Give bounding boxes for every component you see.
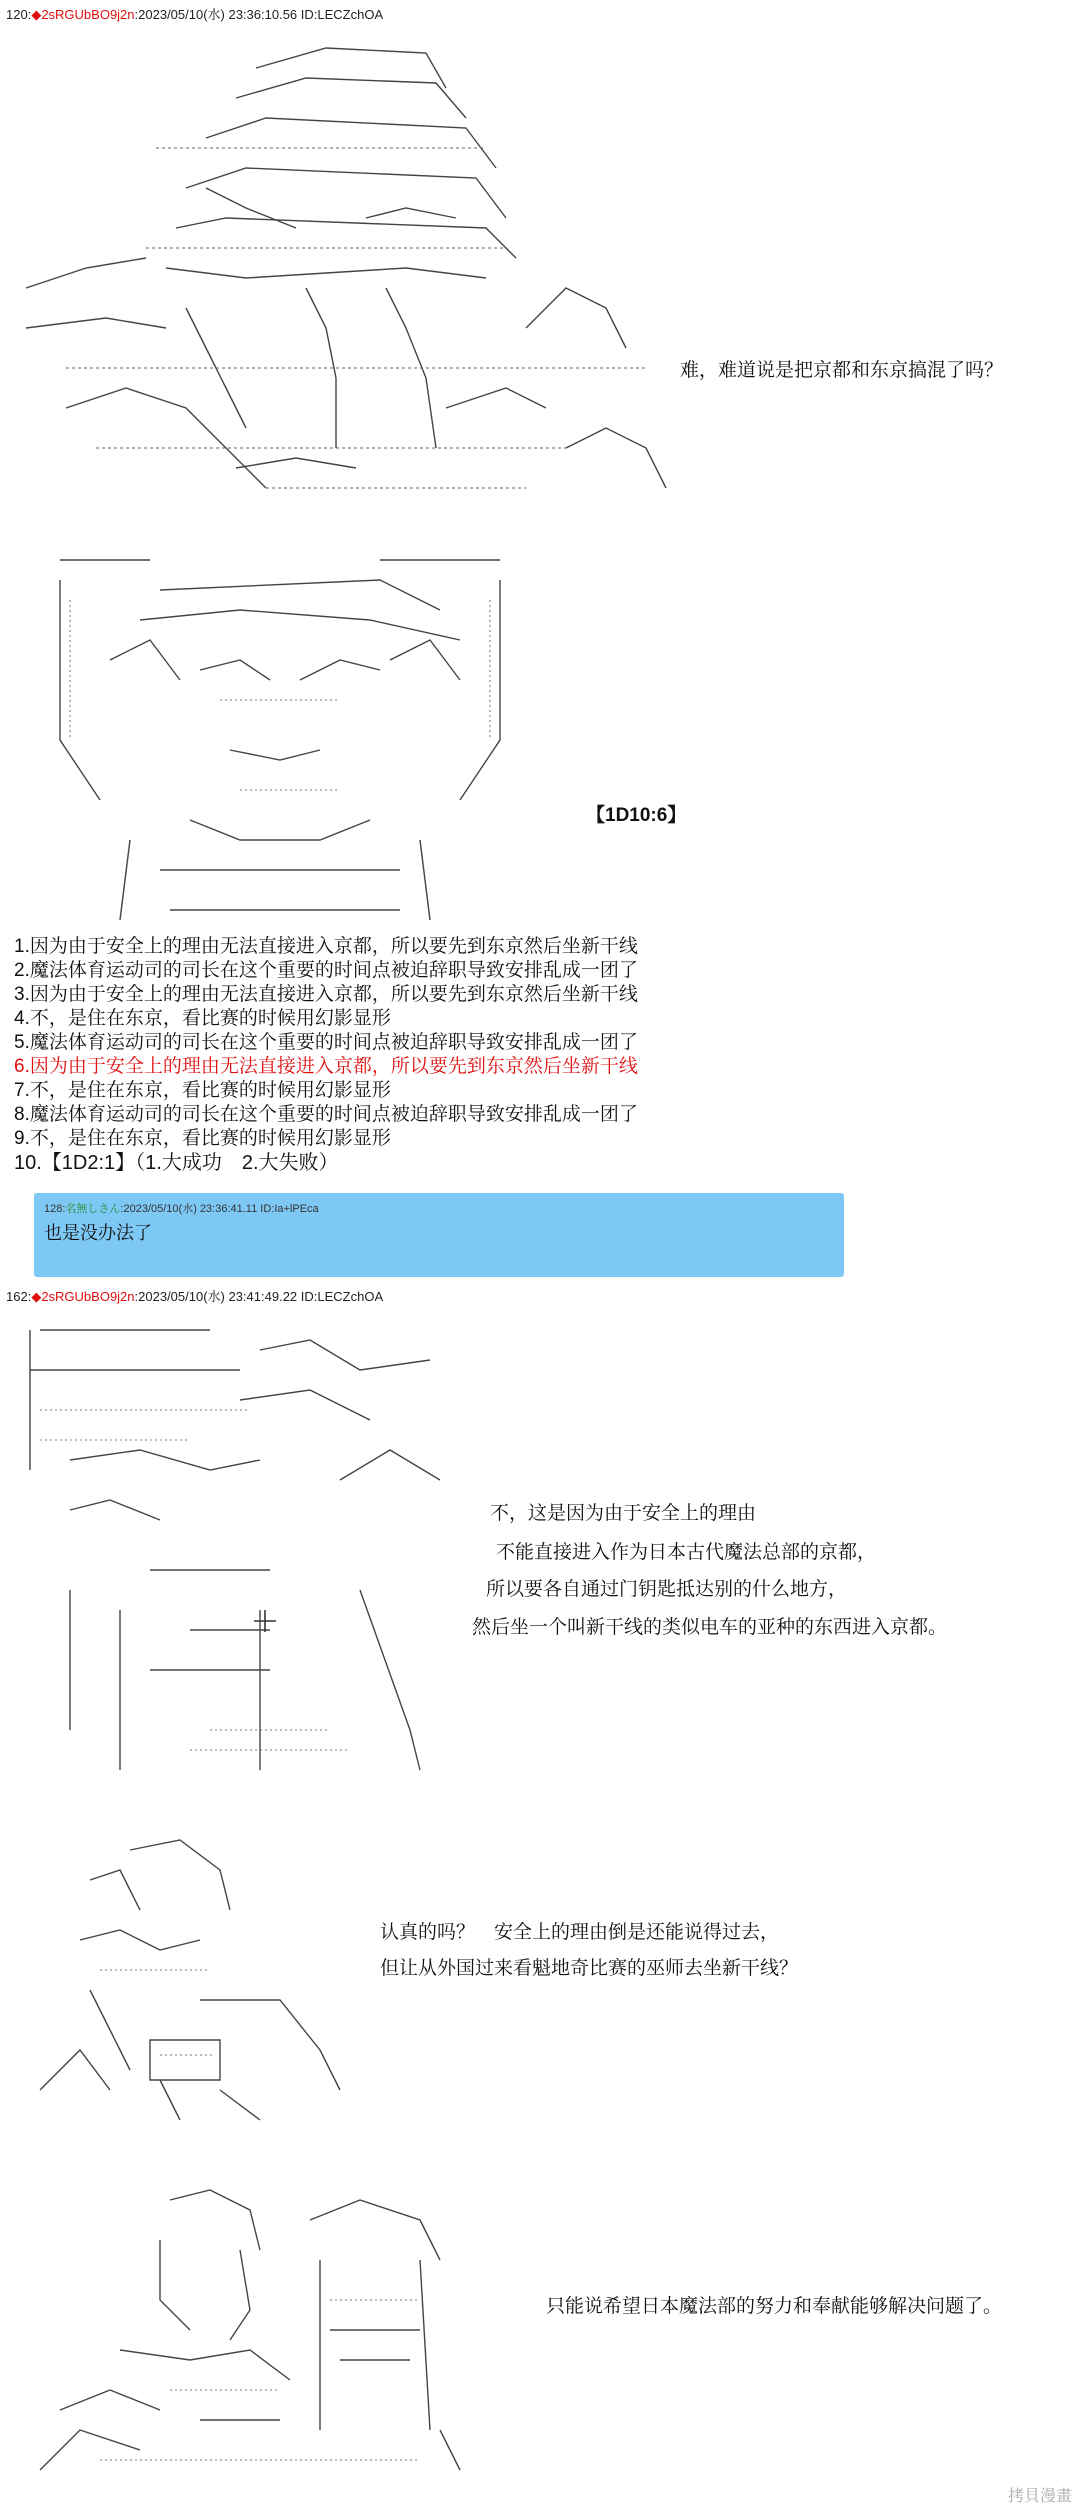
choice-item: 6.因为由于安全上的理由无法直接进入京都，所以要先到东京然后坐新干线 bbox=[14, 1056, 638, 1077]
dice-result: 【1D10:6】 bbox=[586, 805, 687, 826]
post-header-120 bbox=[6, 4, 383, 23]
choice-item: 7.不，是住在东京，看比赛的时候用幻影显形 bbox=[14, 1080, 391, 1101]
post-header-162 bbox=[6, 1286, 383, 1305]
post-meta: :2023/05/10(水) 23:41:49.22 ID:LECZchOA bbox=[134, 1289, 384, 1304]
ascii-art-character-4 bbox=[20, 1830, 350, 2130]
ascii-art-drawing bbox=[10, 1310, 460, 1780]
trip-code[interactable]: 2sRGUbBO9j2n bbox=[41, 7, 135, 22]
post-meta: :2023/05/10(水) 23:36:10.56 ID:LECZchOA bbox=[134, 7, 384, 22]
reply-header bbox=[44, 1200, 319, 1216]
dialogue-line: 不，这是因为由于安全上的理由 bbox=[490, 1503, 757, 1524]
choice-item: 5.魔法体育运动司的司长在这个重要的时间点被迫辞职导致安排乱成一团了 bbox=[14, 1032, 638, 1053]
reply-text: 也是没办法了 bbox=[44, 1223, 152, 1243]
choice-item: 10.【1D2:1】（1.大成功 2.大失败） bbox=[14, 1152, 339, 1174]
reply-meta: :2023/05/10(水) 23:36:41.11 ID:Ia+lPEca bbox=[120, 1203, 319, 1215]
ascii-art-drawing bbox=[6, 28, 686, 508]
dialogue-line: 然后坐一个叫新干线的类似电车的亚种的东西进入京都。 bbox=[472, 1617, 948, 1638]
dialogue-line: 认真的吗？ 安全上的理由倒是还能说得过去， bbox=[380, 1922, 780, 1943]
choice-item: 9.不，是住在东京，看比赛的时候用幻影显形 bbox=[14, 1128, 391, 1149]
reply-number: 128: bbox=[44, 1203, 66, 1215]
ascii-art-drawing bbox=[20, 1830, 350, 2130]
trip-diamond-icon: ◆ bbox=[31, 1289, 42, 1304]
choice-item: 8.魔法体育运动司的司长在这个重要的时间点被迫辞职导致安排乱成一团了 bbox=[14, 1104, 638, 1125]
choice-item: 2.魔法体育运动司的司长在这个重要的时间点被迫辞职导致安排乱成一团了 bbox=[14, 960, 638, 981]
choice-item: 1.因为由于安全上的理由无法直接进入京都，所以要先到东京然后坐新干线 bbox=[14, 936, 638, 957]
ascii-art-character-5 bbox=[20, 2180, 480, 2480]
post-number: 120: bbox=[6, 7, 32, 22]
watermark: 拷貝漫畫 bbox=[1007, 2486, 1072, 2505]
ascii-art-character-1 bbox=[6, 28, 686, 508]
dialogue-line: 所以要各自通过门钥匙抵达别的什么地方， bbox=[486, 1579, 848, 1600]
trip-code[interactable]: 2sRGUbBO9j2n bbox=[41, 1289, 135, 1304]
choice-item: 3.因为由于安全上的理由无法直接进入京都，所以要先到东京然后坐新干线 bbox=[14, 984, 638, 1005]
dialogue-line: 只能说希望日本魔法部的努力和奉献能够解决问题了。 bbox=[546, 2296, 1003, 2317]
trip-diamond-icon: ◆ bbox=[31, 7, 42, 22]
reply-post bbox=[34, 1193, 844, 1277]
ascii-art-drawing bbox=[40, 540, 520, 930]
post-number: 162: bbox=[6, 1289, 32, 1304]
dialogue-line: 不能直接进入作为日本古代魔法总部的京都， bbox=[496, 1542, 877, 1563]
choice-item: 4.不，是住在东京，看比赛的时候用幻影显形 bbox=[14, 1008, 391, 1029]
reply-name: 名無しさん bbox=[65, 1203, 121, 1215]
ascii-art-character-2 bbox=[40, 540, 520, 930]
dialogue-line: 难，难道说是把京都和东京搞混了吗？ bbox=[680, 360, 1004, 381]
ascii-art-character-3 bbox=[10, 1310, 460, 1780]
dialogue-line: 但让从外国过来看魁地奇比赛的巫师去坐新干线？ bbox=[380, 1958, 799, 1979]
ascii-art-drawing bbox=[20, 2180, 480, 2480]
